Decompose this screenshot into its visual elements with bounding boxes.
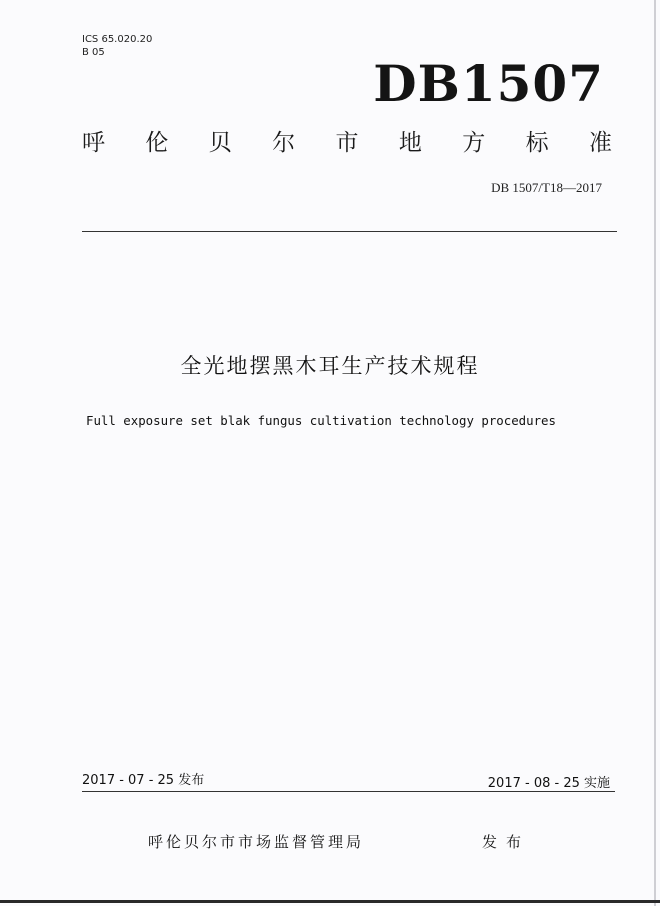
scan-edge-right [654, 0, 656, 906]
standard-logo: DB1507 [373, 54, 604, 113]
issue-date: 2017 - 07 - 25 发布 [82, 773, 205, 788]
implementation-date: 2017 - 08 - 25 实施 [487, 776, 610, 791]
standard-type-char: 贝 [208, 130, 232, 156]
standard-type-char: 伦 [145, 130, 169, 156]
standard-type-char: 呼 [82, 130, 105, 156]
standard-number: DB 1507/T18—2017 [491, 180, 602, 195]
standard-type-char: 地 [398, 130, 422, 156]
classification-codes [82, 33, 152, 59]
standard-type-char: 方 [462, 130, 486, 156]
standard-type-char: 标 [525, 130, 549, 156]
ics-code: ICS 65.020.20 [82, 34, 153, 45]
standard-type [82, 128, 612, 158]
standard-type-char: 准 [589, 130, 612, 156]
issue-label: 发布 [482, 833, 531, 851]
document-title-chinese: 全光地摆黑木耳生产技术规程 [180, 354, 480, 378]
standard-type-char: 市 [335, 130, 359, 156]
issuing-authority: 呼伦贝尔市市场监督管理局 [148, 833, 365, 851]
document-title-english: Full exposure set blak fungus cultivation technology procedures [86, 413, 556, 428]
standard-type-char: 尔 [272, 130, 296, 156]
header-divider [82, 231, 617, 232]
footer-divider [82, 791, 615, 792]
ccs-code: B 05 [82, 47, 105, 58]
scan-edge-bottom [0, 900, 660, 903]
